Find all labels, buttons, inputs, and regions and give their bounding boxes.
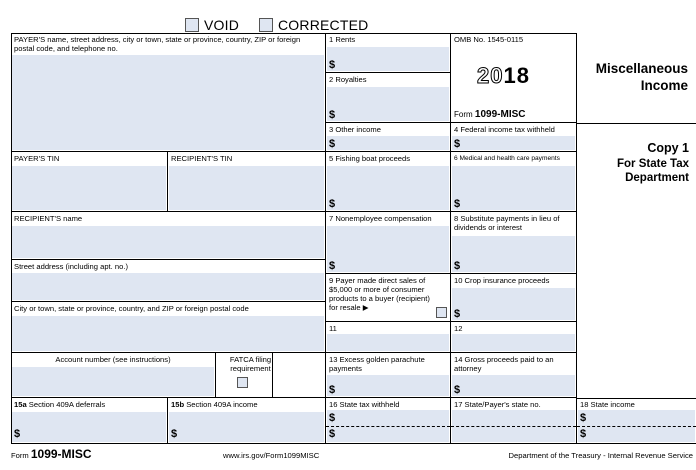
box-7-dollar: $ [329, 260, 336, 272]
box-14-attorney [451, 353, 577, 398]
box-11-label: 11 [329, 324, 337, 333]
box-8-field[interactable] [452, 236, 575, 272]
copy-destination-2: Department [625, 172, 689, 184]
tax-year: 2018 [477, 63, 530, 88]
corrected-label: CORRECTED [278, 17, 369, 33]
fatca-divider [272, 353, 273, 398]
account-number-label: Account number (see instructions) [55, 355, 171, 364]
box-11-field[interactable] [327, 334, 449, 351]
box-17-divider [451, 426, 576, 427]
box-15a-field[interactable] [12, 412, 166, 442]
box-6-medical [451, 152, 577, 212]
box-15b [168, 398, 326, 444]
box-15b-dollar: $ [171, 428, 178, 440]
box-8-substitute [451, 212, 577, 274]
box-15a-label: 15a Section 409A deferrals [14, 400, 106, 409]
recipient-city-label: City or town, state or province, country, and ZIP or foreign postal code [14, 304, 249, 313]
payer-tin-field[interactable] [12, 166, 166, 210]
box-16-divider [326, 426, 450, 427]
box-4-label: 4 Federal income tax withheld [454, 125, 555, 134]
corrected-checkbox[interactable] [259, 18, 273, 32]
box-3-label: 3 Other income [329, 125, 381, 134]
box-10-label: 10 Crop insurance proceeds [454, 276, 550, 285]
recipient-street-box [11, 260, 326, 302]
omb-form-name: Form 1099-MISC [454, 109, 526, 120]
account-number-box [11, 353, 216, 398]
box-1-dollar: $ [329, 59, 336, 71]
box-9-direct-sales [326, 274, 451, 322]
copy-top-line [577, 123, 696, 124]
form-1099-misc [11, 0, 696, 470]
copy-destination-1: For State Tax [617, 158, 689, 170]
box-7-field[interactable] [327, 226, 449, 272]
box-5-label: 5 Fishing boat proceeds [329, 154, 411, 163]
box-18-dollar-2: $ [580, 428, 587, 440]
omb-block [451, 33, 577, 123]
box-13-dollar: $ [329, 384, 336, 396]
void-label: VOID [204, 17, 240, 33]
box-14-label: 14 Gross proceeds paid to an attorney [454, 355, 554, 373]
payer-tin-label: PAYER'S TIN [14, 154, 60, 163]
recipient-name-field[interactable] [12, 226, 324, 258]
fatca-box [216, 353, 326, 398]
payer-tin-box [11, 152, 168, 212]
box-2-dollar: $ [329, 109, 336, 121]
box-6-dollar: $ [454, 198, 461, 210]
box-5-field[interactable] [327, 166, 449, 210]
box-7-nonemployee [326, 212, 451, 274]
form-header [11, 16, 696, 34]
box-4-dollar: $ [454, 138, 461, 150]
box-1-label: 1 Rents [329, 35, 356, 44]
box-6-label: 6 Medical and health care payments [454, 155, 560, 162]
recipient-city-field[interactable] [12, 316, 324, 351]
copy-block [617, 140, 689, 185]
payer-name-box [11, 33, 326, 152]
box-13-field[interactable] [327, 375, 449, 396]
box-17-label: 17 State/Payer's state no. [454, 400, 541, 409]
box-3-other-income [326, 123, 451, 152]
footer-form-name: Form 1099-MISC [11, 447, 92, 461]
form-title: Miscellaneous Income [595, 61, 688, 93]
recipient-city-box [11, 302, 326, 353]
box-7-label: 7 Nonemployee compensation [329, 214, 432, 223]
box-12 [451, 322, 577, 353]
recipient-street-field[interactable] [12, 273, 324, 300]
box-13-golden-parachute [326, 353, 451, 398]
box-1-field[interactable] [327, 47, 449, 71]
footer-url: www.irs.gov/Form1099MISC [223, 451, 320, 460]
box-12-label: 12 [454, 324, 463, 333]
box-8-label: 8 Substitute payments in lieu of dividends or interest [454, 214, 560, 232]
box-18-state-income [577, 398, 696, 444]
box-15a [11, 398, 168, 444]
fatca-label: FATCA filing requirement [229, 355, 272, 373]
recipient-name-box [11, 212, 326, 260]
box-9-checkbox[interactable] [436, 307, 447, 318]
box-16-dollar-2: $ [329, 428, 336, 440]
box-15a-dollar: $ [14, 428, 21, 440]
box-4-field[interactable] [452, 136, 575, 150]
void-checkbox[interactable] [185, 18, 199, 32]
recipient-name-label: RECIPIENT'S name [14, 214, 83, 223]
box-5-fishing-boat [326, 152, 451, 212]
box-14-dollar: $ [454, 384, 461, 396]
box-2-label: 2 Royalties [329, 75, 367, 84]
box-4-federal-tax [451, 123, 577, 152]
box-12-field[interactable] [452, 334, 575, 351]
footer-department: Department of the Treasury - Internal Revenue Service [508, 451, 693, 460]
payer-name-label: PAYER'S name, street address, city or town, state or province, country, ZIP or foreign postal code, and telephone no. [14, 35, 301, 53]
copy-number: Copy 1 [647, 141, 689, 155]
payer-name-field[interactable] [12, 55, 324, 150]
box-6-field[interactable] [452, 166, 575, 210]
box-18-dollar-1: $ [580, 412, 587, 424]
box-2-royalties [326, 73, 451, 123]
recipient-street-label: Street address (including apt. no.) [14, 262, 128, 271]
box-11 [326, 322, 451, 353]
box-16-dollar-1: $ [329, 412, 336, 424]
box-16-state-tax [326, 398, 451, 444]
fatca-checkbox[interactable] [237, 377, 248, 388]
box-3-dollar: $ [329, 138, 336, 150]
box-10-crop-insurance [451, 274, 577, 322]
box-17-state-no [451, 398, 577, 444]
recipient-tin-field[interactable] [169, 166, 324, 210]
box-8-dollar: $ [454, 260, 461, 272]
recipient-tin-box [168, 152, 326, 212]
box-15b-label: 15b Section 409A income [171, 400, 258, 409]
box-18-divider [577, 426, 696, 427]
box-10-field[interactable] [452, 288, 575, 320]
box-3-field[interactable] [327, 136, 449, 150]
box-2-field[interactable] [327, 87, 449, 121]
omb-number: OMB No. 1545-0115 [454, 35, 524, 44]
account-number-field[interactable] [12, 367, 214, 396]
box-9-label: 9 Payer made direct sales of $5,000 or more of consumer products to a buyer (recipient) for resale ▶ [329, 276, 430, 312]
box-1-rents [326, 33, 451, 73]
box-5-dollar: $ [329, 198, 336, 210]
box-10-dollar: $ [454, 308, 461, 320]
box-18-label: 18 State income [580, 400, 635, 409]
box-14-field[interactable] [452, 375, 575, 396]
box-13-label: 13 Excess golden parachute payments [329, 355, 425, 373]
box-15b-field[interactable] [169, 412, 324, 442]
box-18-top-line [577, 398, 696, 399]
box-16-label: 16 State tax withheld [329, 400, 400, 409]
recipient-tin-label: RECIPIENT'S TIN [171, 154, 233, 163]
